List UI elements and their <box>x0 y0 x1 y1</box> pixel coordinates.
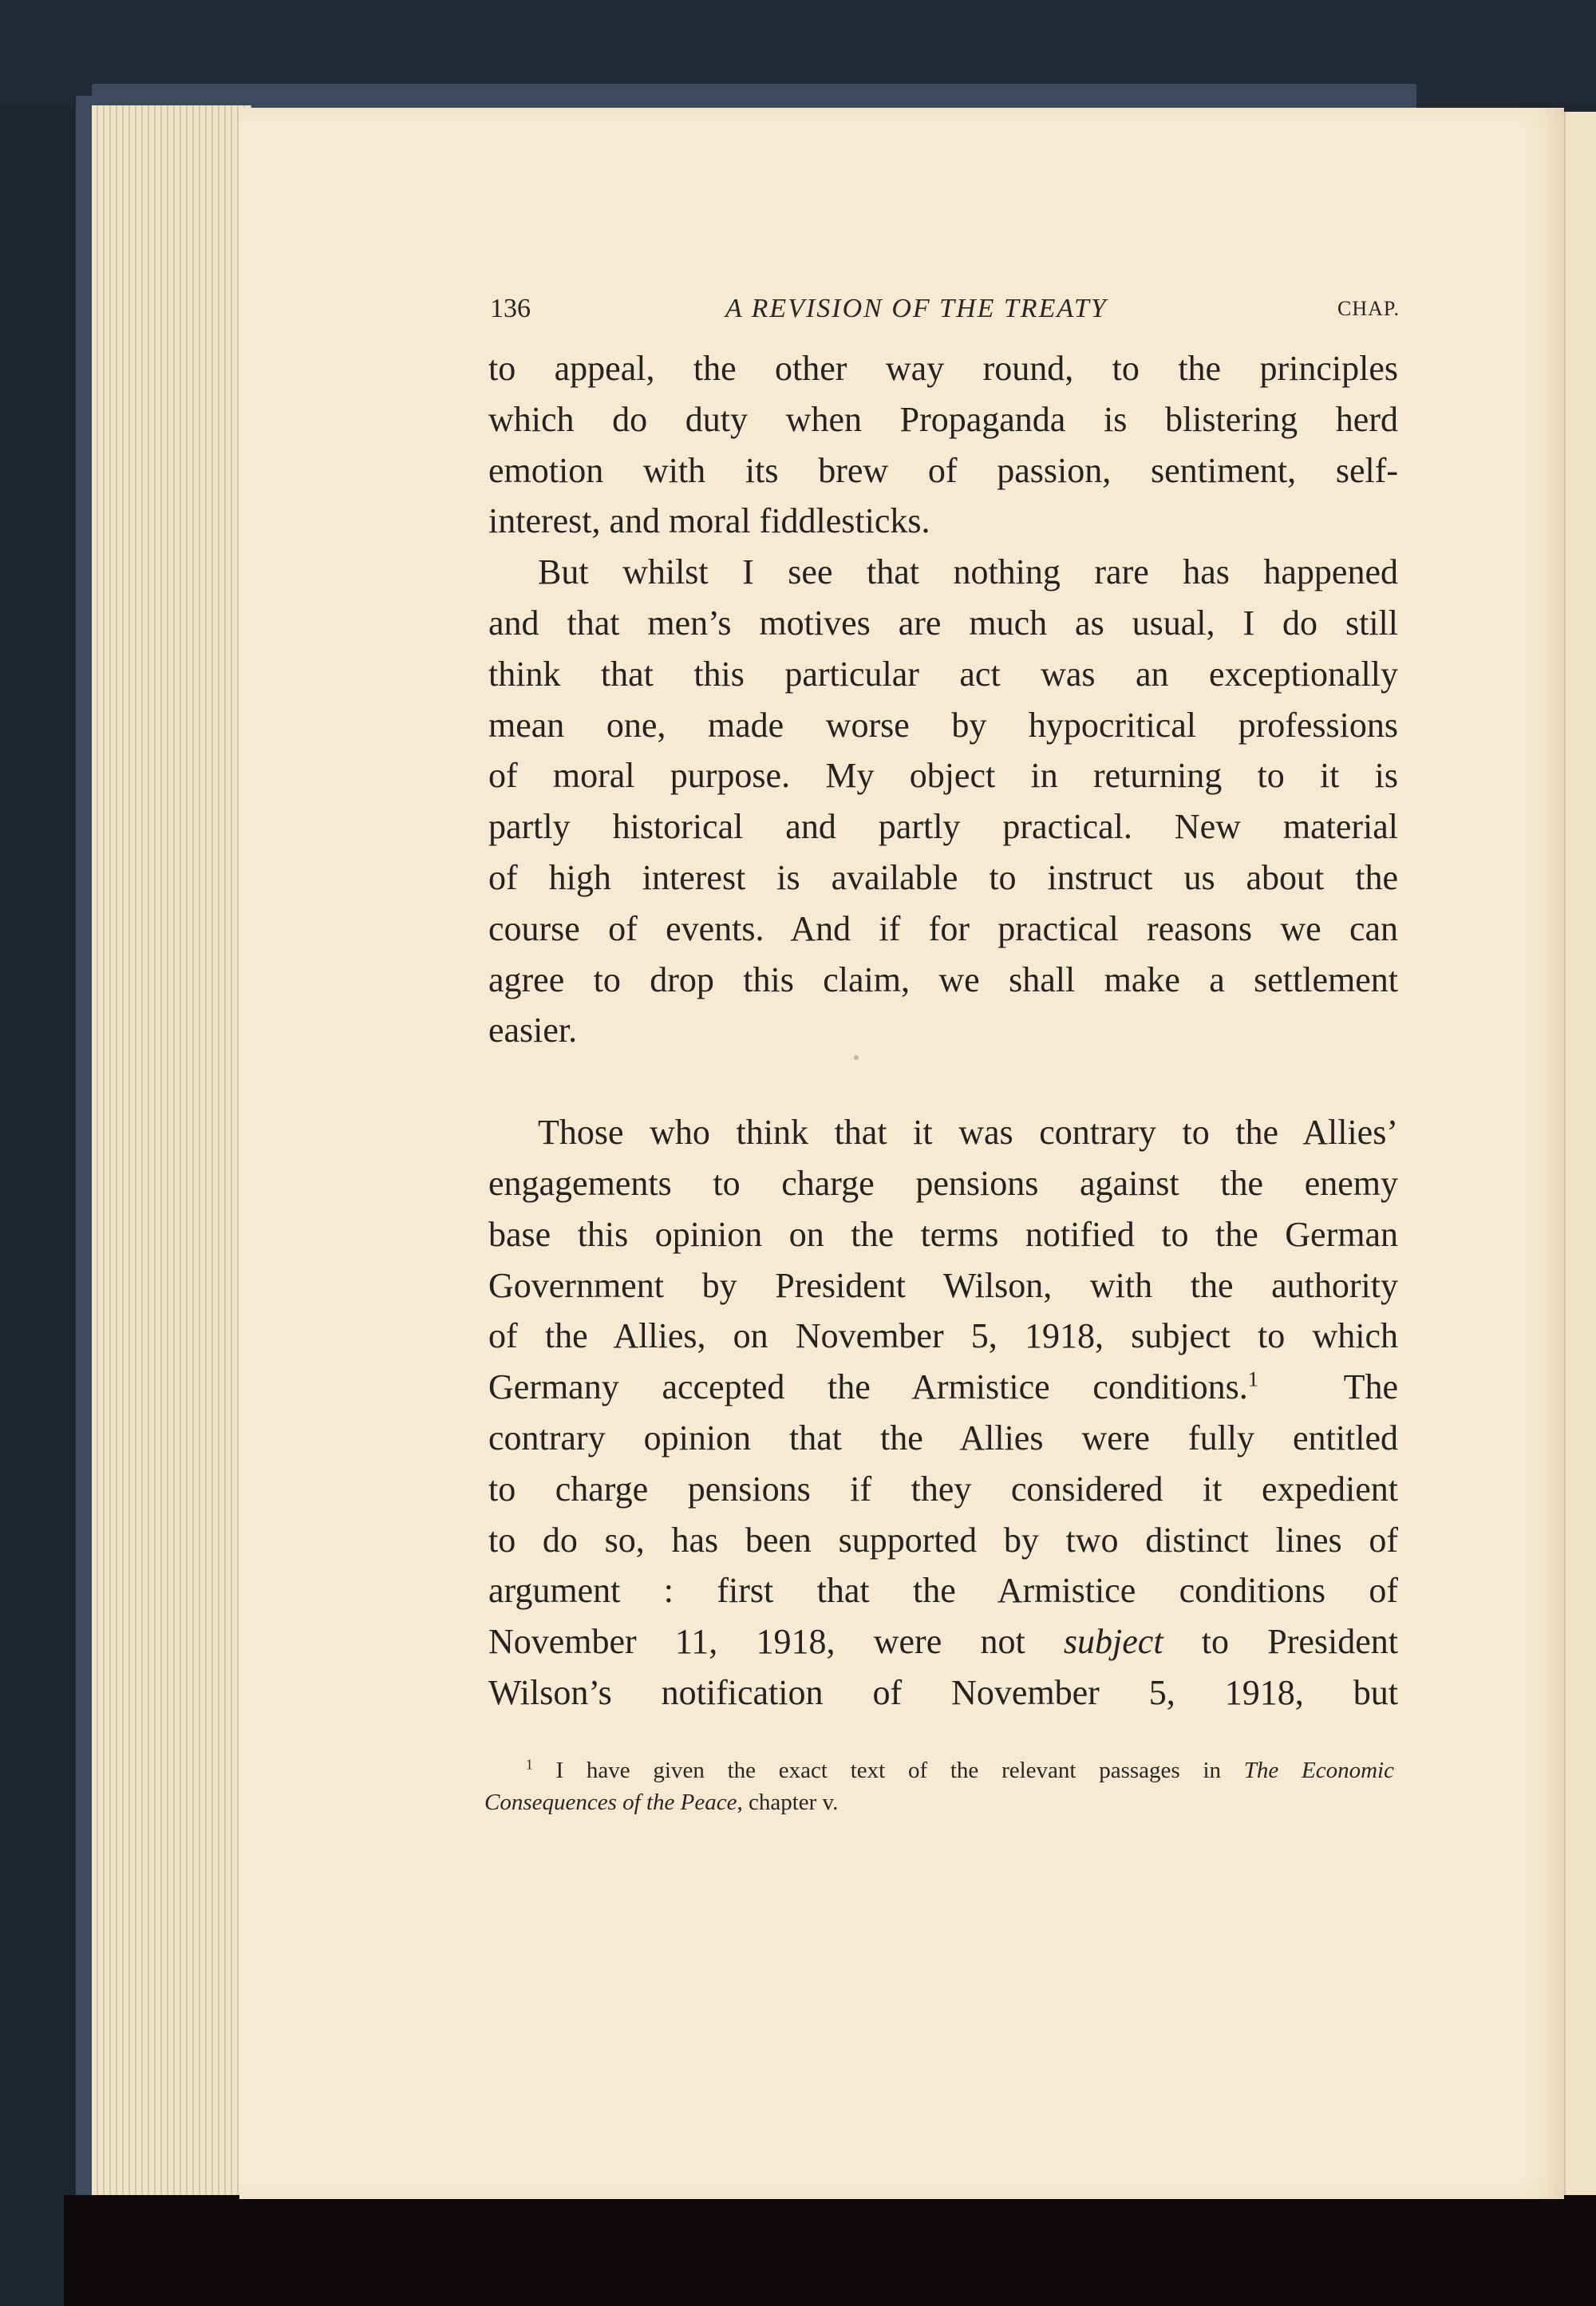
italic-emphasis: subject <box>1063 1622 1163 1662</box>
footnote-line <box>484 1754 1394 1786</box>
text-line: interest, and moral fiddlesticks. <box>488 501 930 541</box>
text-line-with-footnote <box>488 1362 1398 1413</box>
text-line: of the Allies, on November 5, 1918, subject to which <box>488 1316 1398 1356</box>
text-line: of moral purpose. My object in returning to it is <box>488 756 1398 796</box>
text-line: easier. <box>488 1011 578 1050</box>
running-header <box>490 294 1400 326</box>
text-line: and that men’s motives are much as usual, I do still <box>488 603 1398 643</box>
text-line: course of events. And if for practical reasons we can <box>488 908 1398 948</box>
text-line: base this opinion on the terms notified to the German <box>488 1214 1398 1254</box>
paragraph-3 <box>488 1107 1398 1719</box>
book-title-italic: Consequences of the Peace <box>484 1790 737 1815</box>
paper-speck <box>854 1055 859 1060</box>
text-line-with-italic <box>488 1616 1398 1667</box>
paragraph-1 <box>488 343 1398 547</box>
footnote-text: I have given the exact text of the relevant passages in <box>532 1758 1244 1783</box>
footnote-marker: 1 <box>526 1756 533 1773</box>
text-line: agree to drop this claim, we shall make a settlement <box>488 959 1398 999</box>
footnote-reference[interactable]: 1 <box>1247 1367 1258 1391</box>
page-stack-edges <box>92 105 251 2213</box>
text-segment: November 11, 1918, were not <box>488 1622 1064 1662</box>
text-line: engagements to charge pensions against the enemy <box>488 1163 1398 1203</box>
text-line: think that this particular act was an exceptionally <box>488 654 1398 694</box>
text-line: to do so, has been supported by two distinct lines of <box>488 1520 1398 1560</box>
text-line: Government by President Wilson, with the authority <box>488 1265 1398 1305</box>
text-segment: to President <box>1163 1622 1398 1662</box>
text-line: to charge pensions if they considered it expedient <box>488 1469 1398 1509</box>
text-line: of high interest is available to instruct us about the <box>488 857 1398 897</box>
chapter-label: CHAP. <box>1337 297 1400 320</box>
text-line: mean one, made worse by hypocritical professions <box>488 705 1398 745</box>
section-break <box>488 1056 1398 1107</box>
bottom-shadow <box>64 2195 1596 2306</box>
body-text <box>488 343 1398 1719</box>
text-line: partly historical and partly practical. New material <box>488 807 1398 847</box>
text-line: argument : first that the Armistice conditions of <box>488 1571 1398 1611</box>
book-title-italic: The Economic <box>1243 1758 1394 1783</box>
footnote <box>484 1754 1394 1818</box>
running-title: A REVISION OF THE TREATY <box>725 294 1108 323</box>
facing-page-edge <box>1564 112 1596 2203</box>
footnote-line <box>484 1786 1394 1818</box>
page-number: 136 <box>490 294 531 323</box>
footnote-text: , chapter v. <box>737 1790 839 1815</box>
text-line: contrary opinion that the Allies were fully entitled <box>488 1418 1398 1458</box>
text-line: emotion with its brew of passion, sentiment, self- <box>488 450 1398 490</box>
text-line: But whilst I see that nothing rare has happened <box>538 552 1398 592</box>
text-line: which do duty when Propaganda is blistering herd <box>488 399 1398 439</box>
text-line: Wilson’s notification of November 5, 1918, but <box>488 1672 1398 1712</box>
text-segment: The <box>1258 1367 1398 1407</box>
paragraph-2 <box>488 547 1398 1056</box>
text-line: to appeal, the other way round, to the principles <box>488 349 1398 388</box>
text-line: Those who think that it was contrary to the Allies’ <box>538 1113 1398 1153</box>
text-segment: Germany accepted the Armistice conditions. <box>488 1367 1248 1407</box>
